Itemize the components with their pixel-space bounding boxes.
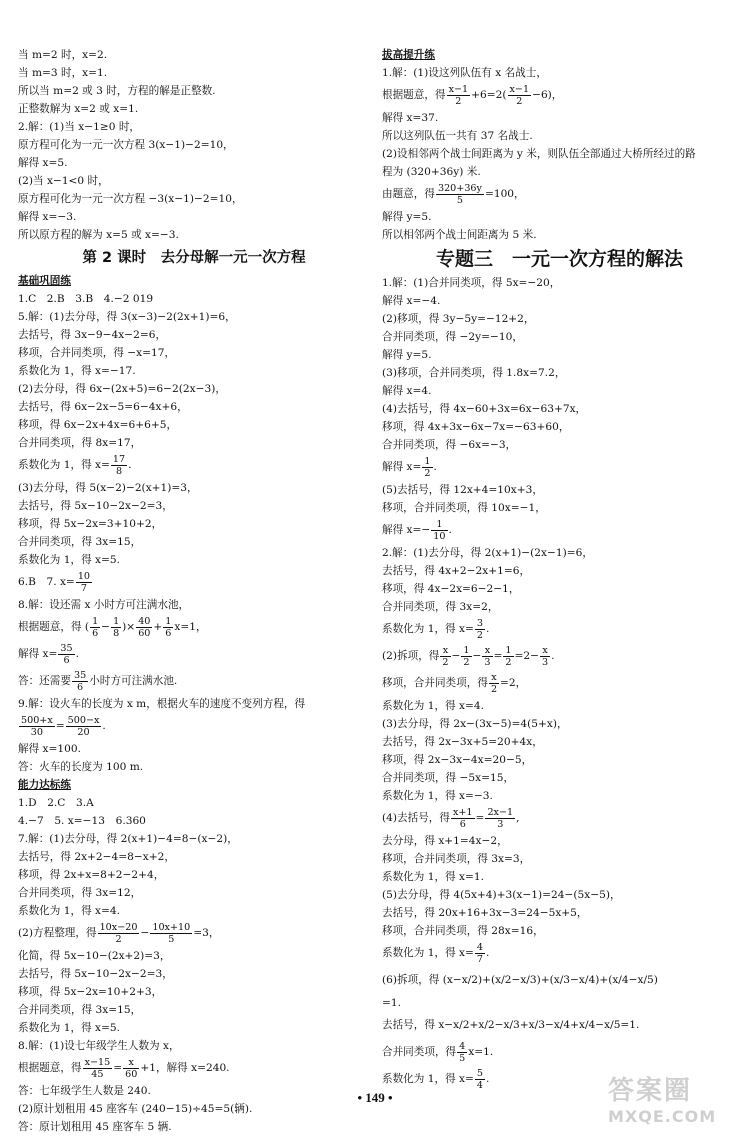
fraction (475, 618, 485, 641)
right-block-d (382, 481, 737, 517)
text-line: 移项，合并同类项，得 28x=16， (382, 925, 544, 937)
text-line: 5.解：(1)去分母，得 3(x−3)−2(2x+1)=6， (18, 311, 236, 323)
equation-text: (2)拆项，得 (382, 650, 440, 662)
text-line: 移项，得 2x−3x−4x=20−5， (382, 754, 533, 766)
text-line: 合并同类项，得 −2y=−10， (382, 331, 523, 343)
equation-text: x=1， (174, 621, 207, 633)
text-line: (6)拆项，得 (x−x/2)+(x/2−x/3)+(x/3−x/4)+(x/4−x/5) (382, 974, 658, 986)
equation-line: 解得 x= $\frac{35}{6}$ . (18, 642, 79, 666)
denominator: 2 (516, 95, 523, 107)
numerator: 320+36y (437, 182, 482, 194)
denominator: 6 (92, 627, 99, 639)
equation-text: 由题意，得 (382, 188, 435, 200)
text-line: 所以原方程的解为 x=5 或 x=−3. (18, 229, 179, 241)
denominator: 2 (424, 467, 431, 479)
text-line: 解得 x=−3. (18, 211, 77, 223)
fraction (508, 84, 532, 107)
fraction (436, 183, 484, 206)
denominator: 10 (433, 530, 446, 542)
answer-line (18, 569, 370, 596)
text-line: 1.解：(1)合并同类项，得 5x=−20， (382, 277, 561, 289)
text-line: 去括号，得 2x+2−4=8−x+2， (18, 851, 175, 863)
text-line: 去括号，得 x−x/2+x/2−x/3+x/3−x/4+x/4−x/5=1. (382, 1019, 640, 1031)
denominator: 5 (456, 194, 464, 206)
text-line: 系数化为 1，得 x=5. (18, 554, 120, 566)
equation-text: 系数化为 1，得 x= (382, 947, 474, 959)
left-block-e (18, 947, 370, 1037)
fraction (461, 645, 471, 668)
text-line: (3)移项，合并同类项，得 1.8x=7.2， (382, 367, 566, 379)
text-line: (2)移项，得 3y−5y=−12+2， (382, 313, 535, 325)
equation-line (382, 82, 737, 109)
text-line: (5)去括号，得 12x+4=10x+3， (382, 484, 543, 496)
text-line: 化简，得 5x−10−(2x+2)=3， (18, 950, 171, 962)
denominator: 2 (490, 683, 498, 695)
numerator: 1 (424, 455, 431, 467)
equation-text: (2)方程整理，得 (18, 927, 97, 939)
fraction (66, 715, 102, 738)
numerator: x (489, 672, 499, 684)
denominator: 6 (63, 654, 70, 666)
denominator: 20 (77, 726, 90, 738)
text-line: 1.C 2.B 3.B 4.−2 019 (18, 293, 154, 305)
fraction (422, 456, 432, 479)
left-block-d (18, 794, 370, 920)
fraction (447, 84, 471, 107)
text-line: 系数化为 1，得 x=5. (18, 1022, 120, 1034)
text-line: 8.解：(1)设七年级学生人数为 x， (18, 1040, 180, 1052)
section-heading-improve: 拔高提升练 (382, 49, 435, 61)
operator: = (475, 812, 485, 824)
numerator: 2x−1 (487, 806, 514, 818)
equation-line: 系数化为 1，得 x= $\frac{5}{4}$ . (382, 1067, 490, 1091)
denominator: 7 (80, 582, 87, 594)
text-line: 移项，合并同类项，得 −x=17， (18, 347, 176, 359)
fraction (482, 645, 492, 668)
equation-line (18, 920, 370, 947)
equation-text: 根据题意，得 ( (18, 621, 90, 633)
equation-line: $\frac{500+x}{30}$ = $\frac{500-x}{20}$ . (21, 714, 106, 738)
operator: = (493, 650, 503, 662)
text-line: 移项，合并同类项，得 10x=−1， (382, 502, 546, 514)
left-block-a (18, 46, 370, 244)
fraction (72, 670, 88, 693)
fraction (431, 519, 447, 542)
equation-text: 根据题意，得 (18, 1062, 82, 1074)
equation-line: (2)拆项，得 $\frac{x}{2}$ − $\frac{1}{2}$ − $\frac{x}{3}$ = $\frac{1}{2}$ =2− $\frac{x}{3}$ . (382, 644, 555, 668)
text-line: 去分母，得 x+1=4x−2， (382, 835, 508, 847)
text-line: 合并同类项，得 3x=2， (382, 601, 499, 613)
text-line: 解得 x=5. (18, 157, 68, 169)
text-line: 解得 x=37. (382, 112, 439, 124)
numerator: 1 (463, 644, 470, 656)
fraction (451, 807, 475, 830)
text-line: 移项，得 5x−2x=10+2+3， (18, 986, 163, 998)
equation-line (18, 1055, 370, 1082)
text-line: 解得 y=5. (382, 349, 432, 361)
equation-text: 根据题意，得 (382, 89, 446, 101)
equation-line: 系数化为 1，得 x= $\frac{3}{2}$ . (382, 617, 490, 641)
text-line: 合并同类项，得 3x=12， (18, 887, 142, 899)
text-line: 1.D 2.C 3.A (18, 797, 94, 809)
operator: − (101, 621, 111, 633)
text-line: 8.解：设还需 x 小时方可注满水池， (18, 599, 190, 611)
numerator: 17 (112, 453, 126, 465)
topic-title: 专题三 一元一次方程的解法 (435, 248, 683, 270)
text-line: 系数化为 1，得 x=4. (18, 905, 120, 917)
text-line: 所以相邻两个战士间距离为 5 米. (382, 229, 537, 241)
text-line: 程为 (320+36y) 米. (382, 166, 481, 178)
text-line: 系数化为 1，得 x=1. (382, 871, 484, 883)
numerator: 1 (92, 615, 99, 627)
page-number: • 149 • (357, 1090, 393, 1105)
equation-text: =2− (514, 650, 539, 662)
numerator: 35 (73, 669, 87, 681)
equation-text: (4)去括号，得 (382, 812, 450, 824)
fraction (123, 1057, 139, 1080)
equation-line: (4)去括号，得 $\frac{x+1}{6}$ = $\frac{2x-1}{3}$ , (382, 806, 520, 830)
answer-text: 答：还需要 (18, 675, 71, 687)
text-line: 解得 x=−4. (382, 295, 441, 307)
denominator: 2 (476, 629, 483, 641)
fraction (540, 645, 550, 668)
text-line: 去括号，得 20x+16+3x−3=24−5x+5， (382, 907, 588, 919)
text-line: 4.−7 5. x=−13 6.360 (18, 815, 146, 827)
fraction (19, 715, 55, 738)
denominator: 6 (165, 627, 172, 639)
watermark-text: 答案圈 (608, 1076, 693, 1106)
right-column (382, 46, 737, 1093)
answer-line (18, 668, 370, 695)
text-line: (4)去括号，得 4x−60+3x=6x−63+7x， (382, 403, 587, 415)
numerator: 4 (459, 1040, 466, 1052)
equation-line (382, 1039, 737, 1066)
text-line: 答：火车的长度为 100 m. (18, 761, 144, 773)
text-line: 解得 x=4. (382, 385, 432, 397)
text-line: 当 m=2 时，x=2. (18, 49, 108, 61)
text-line: 系数化为 1，得 x=−3. (382, 790, 493, 802)
fraction (475, 942, 485, 965)
numerator: 1 (113, 615, 120, 627)
text-line: 移项，合并同类项，得 3x=3， (382, 853, 531, 865)
fraction (58, 643, 74, 666)
text-line: 去括号，得 2x−3x+5=20+4x， (382, 736, 543, 748)
text-line: 系数化为 1，得 x=−17. (18, 365, 136, 377)
text-line: 合并同类项，得 8x=17， (18, 437, 142, 449)
operator: = (55, 720, 65, 732)
equation-text: 解得 x= (382, 461, 422, 473)
text-line: (3)去分母，得 2x−(3x−5)=4(5+x)， (382, 718, 568, 730)
denominator: 8 (113, 627, 120, 639)
fraction (440, 645, 450, 668)
watermark-url: MXQE.COM (608, 1107, 717, 1126)
left-block-c (18, 479, 370, 569)
text-line: 移项，得 4x+3x−6x−7x=−63+60， (382, 421, 570, 433)
text-line: (5)去分母，得 4(5x+4)+3(x−1)=24−(5x−5)， (382, 889, 621, 901)
fraction (489, 672, 499, 695)
fraction (83, 1057, 113, 1080)
equation-text: 系数化为 1，得 x= (18, 459, 110, 471)
text-line: 所以这列队伍一共有 37 名战士. (382, 130, 533, 142)
text-line: 2.解：(1)去分母，得 2(x+1)−(2x−1)=6， (382, 547, 593, 559)
lesson-title: 第 2 课时 去分母解一元一次方程 (82, 250, 306, 266)
text-line: 当 m=3 时，x=1. (18, 67, 108, 79)
fraction (111, 616, 121, 639)
text-line: 正整数解为 x=2 或 x=1. (18, 103, 139, 115)
equation-line: 系数化为 1，得 x= $\frac{4}{7}$ . (382, 941, 490, 965)
equation-text: x=1. (468, 1046, 494, 1058)
equation-line: 系数化为 1，得 x= $\frac{17}{8}$ . (18, 453, 132, 477)
text-line: 系数化为 1，得 x=4. (382, 700, 484, 712)
text-line: 去括号，得 5x−10−2x−2=3， (18, 500, 173, 512)
text-line: 移项，得 2x+x=8+2−2+4， (18, 869, 165, 881)
text-line: (2)原计划租用 45 座客车 (240−15)÷45=5(辆). (18, 1103, 253, 1115)
numerator: 40 (138, 615, 151, 627)
numerator: 500+x (21, 714, 53, 726)
denominator: 6 (77, 681, 84, 693)
numerator: x (123, 1057, 139, 1069)
text-line: 去括号，得 6x−2x−5=6−4x+6， (18, 401, 188, 413)
numerator: x−15 (84, 1056, 111, 1068)
operator: )× (122, 621, 136, 633)
numerator: 10x+10 (152, 921, 191, 933)
fraction (76, 571, 92, 594)
operator: − (140, 927, 150, 939)
denominator: 3 (497, 818, 504, 830)
text-line: 2.解：(1)当 x−1≥0 时， (18, 121, 141, 133)
text-line: (3)去分母，得 5(x−2)−2(x+1)=3， (18, 482, 198, 494)
numerator: 35 (60, 642, 73, 654)
numerator: 10x−20 (99, 921, 138, 933)
denominator: 60 (138, 627, 151, 639)
denominator: 60 (125, 1068, 138, 1080)
fraction (163, 616, 173, 639)
answer-text: 6.B 7. x= (18, 576, 75, 588)
denominator: 3 (542, 656, 549, 668)
left-block-b (18, 290, 370, 452)
text-line: 1.解：(1)设这列队伍有 x 名战士， (382, 67, 547, 79)
text-line: (2)去分母，得 6x−(2x+5)=6−2(2x−3)， (18, 383, 226, 395)
right-block-f (382, 697, 737, 805)
text-line: 合并同类项，得 −5x=15， (382, 772, 515, 784)
text-line: 合并同类项，得 3x=15， (18, 536, 142, 548)
denominator: 2 (115, 933, 122, 945)
numerator: 5 (476, 1067, 483, 1079)
denominator: 2 (442, 656, 449, 668)
numerator: x+1 (452, 806, 473, 818)
text-line: 9.解：设火车的长度为 x m，根据火车的速度不变列方程，得 (18, 698, 306, 710)
text-line: 合并同类项，得 −6x=−3， (382, 439, 517, 451)
fraction (475, 1068, 485, 1091)
text-line: =1. (382, 997, 401, 1009)
text-line: 所以当 m=2 或 3 时，方程的解是正整数. (18, 85, 216, 97)
text-line: 解得 y=5. (382, 211, 432, 223)
text-line: 答：七年级学生人数是 240. (18, 1085, 151, 1097)
operator: − (472, 650, 482, 662)
denominator: 4 (476, 1079, 483, 1091)
equation-text: 合并同类项，得 (382, 1046, 457, 1058)
denominator: 2 (455, 95, 462, 107)
denominator: 5 (459, 1052, 466, 1064)
text-line: 答：原计划租用 45 座客车 5 辆. (18, 1121, 172, 1133)
right-block-c (382, 274, 737, 454)
equation-text: 移项，合并同类项，得 (382, 677, 488, 689)
denominator: 3 (484, 656, 491, 668)
numerator: 1 (431, 519, 447, 531)
denominator: 5 (168, 933, 175, 945)
right-block-e (382, 544, 737, 616)
numerator: 10 (77, 570, 91, 582)
fraction (136, 616, 152, 639)
equation-text: =3， (193, 927, 220, 939)
section-heading-ability: 能力达标练 (18, 779, 71, 791)
fraction (457, 1041, 467, 1064)
numerator: x−1 (509, 83, 530, 95)
equation-text: +1，解得 x=240. (140, 1062, 230, 1074)
equation-line (382, 181, 737, 208)
fraction (150, 922, 192, 945)
fraction (485, 807, 515, 830)
text-line: 移项，得 6x−2x+4x=6+6+5， (18, 419, 178, 431)
numerator: x−1 (448, 83, 469, 95)
operator: + (153, 621, 163, 633)
operator: = (113, 1062, 123, 1074)
denominator: 7 (476, 953, 483, 965)
section-heading-basic: 基础巩固练 (18, 275, 71, 287)
equation-line: 解得 x= $\frac{1}{2}$ . (382, 455, 437, 479)
equation-text: 解得 x= (18, 648, 58, 660)
numerator: 1 (505, 644, 512, 656)
fraction (111, 454, 127, 477)
fraction (90, 616, 100, 639)
right-block-a (382, 109, 737, 181)
text-line: 去括号，得 3x−9−4x−2=6， (18, 329, 167, 341)
equation-text: =100， (484, 188, 525, 200)
numerator: 4 (476, 941, 483, 953)
text-line: (2)设相邻两个战士间距离为 y 米，则队伍全部通过大桥所经过的路 (382, 148, 696, 160)
text-line: 移项，得 4x−2x=6−2−1， (382, 583, 520, 595)
equation-line (18, 614, 370, 641)
equation-text: −6)， (532, 89, 563, 101)
numerator: 3 (476, 617, 483, 629)
operator: − (451, 650, 461, 662)
fraction (503, 645, 513, 668)
fraction (98, 922, 140, 945)
equation-line (382, 670, 737, 697)
right-block-b (382, 208, 737, 244)
text-line: (2)当 x−1<0 时， (18, 175, 109, 187)
text-line: 7.解：(1)去分母，得 2(x+1)−4=8−(x−2)， (18, 833, 238, 845)
numerator: 500−x (67, 714, 100, 726)
denominator: 6 (459, 818, 466, 830)
text-line: 移项，得 5x−2x=3+10+2， (18, 518, 163, 530)
watermark-logo (608, 1070, 748, 1130)
numerator: x (540, 645, 550, 657)
text-line: 原方程可化为一元一次方程 3(x−1)−2=10， (18, 139, 234, 151)
equation-text: +6=2( (471, 89, 507, 101)
equation-text: =2， (500, 677, 527, 689)
text-line: 合并同类项，得 3x=15， (18, 1004, 142, 1016)
answer-text: 小时方可注满水池. (89, 675, 178, 687)
denominator: 45 (91, 1068, 104, 1080)
denominator: 8 (115, 465, 123, 477)
equation-text: 系数化为 1，得 x= (382, 1073, 474, 1085)
text-line: 解得 x=100. (18, 743, 81, 755)
denominator: 30 (30, 726, 43, 738)
numerator: x (440, 645, 450, 657)
equation-text: 解得 x=− (382, 524, 431, 536)
numerator: 1 (165, 615, 172, 627)
denominator: 2 (505, 656, 512, 668)
text-line: 去括号，得 5x−10−2x−2=3， (18, 968, 173, 980)
text-line: 原方程可化为一元一次方程 −3(x−1)−2=10， (18, 193, 243, 205)
left-column (18, 46, 370, 1136)
numerator: x (482, 645, 492, 657)
equation-line: 解得 x=− $\frac{1}{10}$ . (382, 518, 452, 542)
right-block-g (382, 832, 737, 940)
text-line: 去括号，得 4x+2−2x+1=6， (382, 565, 531, 577)
denominator: 2 (463, 656, 470, 668)
equation-text: 系数化为 1，得 x= (382, 623, 474, 635)
